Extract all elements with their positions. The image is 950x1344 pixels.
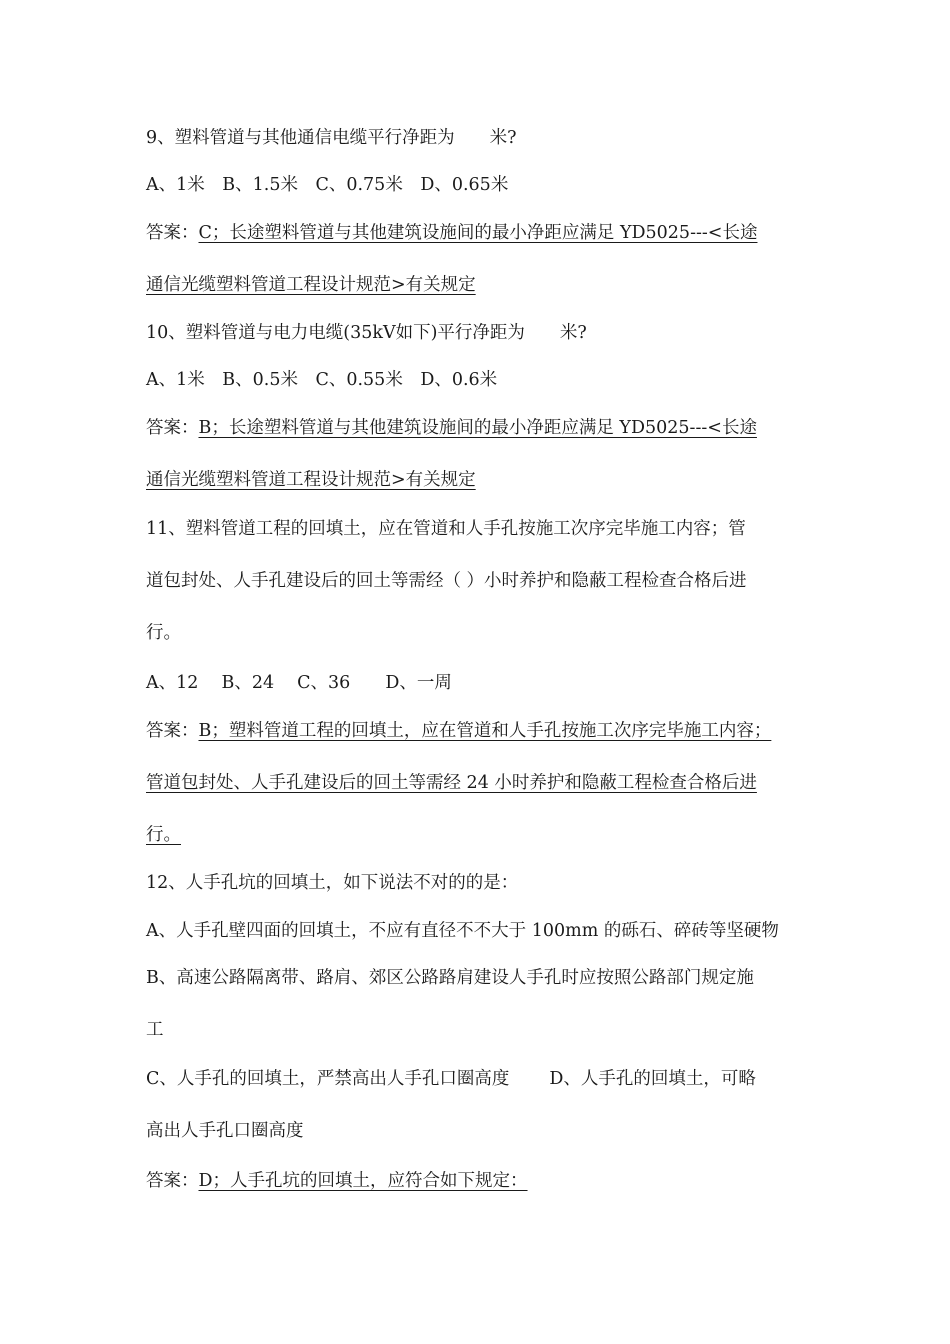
q12-option-b-line2: 工: [146, 1020, 164, 1040]
q11-answer-line3: 行。: [146, 825, 181, 845]
q11-answer-text: B；塑料管道工程的回填土，应在管道和人手孔按施工次序完毕施工内容；: [198, 721, 772, 741]
q10-options: A、1米 B、0.5米 C、0.55米 D、0.6米: [146, 370, 498, 390]
q11-options: A、12 B、24 C、36 D、一周: [146, 673, 452, 693]
q9-answer-line2: 通信光缆塑料管道工程设计规范>有关规定: [146, 275, 476, 295]
q12-option-d-line2: 高出人手孔口圈高度: [146, 1121, 304, 1141]
q11-question-line2: 道包封处、人手孔建设后的回土等需经（ ）小时养护和隐蔽工程检查合格后进: [146, 571, 747, 591]
q11-answer-line2: 管道包封处、人手孔建设后的回土等需经 24 小时养护和隐蔽工程检查合格后进: [146, 773, 757, 793]
q11-question-line3: 行。: [146, 623, 181, 643]
q12-option-b-line1: B、高速公路隔离带、路肩、郊区公路路肩建设人手孔时应按照公路部门规定施: [146, 968, 754, 988]
q12-option-d: D、人手孔的回填土，可略: [549, 1069, 756, 1089]
q9-answer-text: C；长途塑料管道与其他建筑设施间的最小净距应满足 YD5025---<长途: [198, 223, 758, 243]
q12-answer-text: D；人手孔坑的回填土，应符合如下规定：: [198, 1171, 528, 1191]
q11-answer-line1: [146, 720, 771, 742]
q9-options: A、1米 B、1.5米 C、0.75米 D、0.65米: [146, 175, 509, 195]
answer-label: 答案：: [146, 418, 199, 438]
q10-answer-line2: 通信光缆塑料管道工程设计规范>有关规定: [146, 470, 476, 490]
q9-question: 9、塑料管道与其他通信电缆平行净距为 米?: [146, 128, 517, 148]
q12-option-a: A、人手孔壁四面的回填土，不应有直径不不大于 100mm 的砾石、碎砖等坚硬物: [146, 921, 779, 941]
q11-question-line1: 11、塑料管道工程的回填土，应在管道和人手孔按施工次序完毕施工内容；管: [146, 519, 746, 539]
q9-answer-line1: [146, 222, 757, 244]
q12-question: 12、人手孔坑的回填土，如下说法不对的的是：: [146, 873, 519, 893]
q12-option-cd-line: [146, 1068, 756, 1090]
answer-label: 答案：: [146, 1171, 199, 1191]
q12-answer-line1: [146, 1170, 528, 1192]
q10-answer-line1: [146, 417, 757, 439]
q12-option-c: C、人手孔的回填土，严禁高出人手孔口圈高度: [146, 1069, 510, 1089]
answer-label: 答案：: [146, 721, 199, 741]
answer-label: 答案：: [146, 223, 199, 243]
q10-question: 10、塑料管道与电力电缆(35kV如下)平行净距为 米?: [146, 323, 587, 343]
q10-answer-text: B；长途塑料管道与其他建筑设施间的最小净距应满足 YD5025---<长途: [198, 418, 757, 438]
